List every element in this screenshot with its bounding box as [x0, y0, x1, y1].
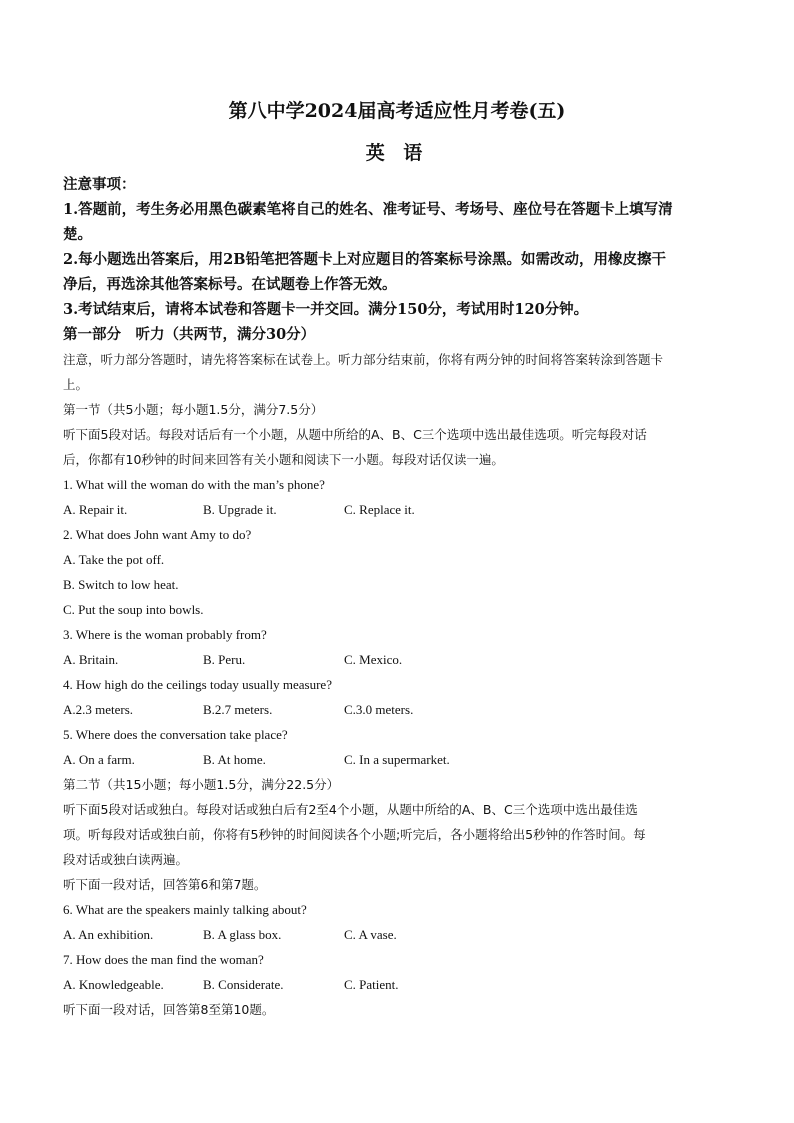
question-2: 2. What does John want Amy to do? [63, 527, 252, 542]
part1-note-b: 上。 [63, 377, 89, 392]
option-c: C. Replace it. [344, 502, 415, 517]
option-a: A. An exhibition. [63, 927, 154, 942]
question-6-options [63, 922, 731, 947]
option-c: C. Put the soup into bowls. [63, 602, 204, 617]
section2-instruction-b: 项。听每段对话或独白前，你将有5秒钟的时间阅读各个小题;听完后，各小题将给出5秒钟的作答时间。每 [63, 827, 646, 842]
question-3-options [63, 647, 731, 672]
option-c: C.3.0 meters. [344, 702, 414, 717]
group-instruction-8-10: 听下面一段对话，回答第8至第10题。 [63, 1002, 275, 1017]
option-a: A. Take the pot off. [63, 552, 165, 567]
option-a: A. Britain. [63, 652, 119, 667]
notice-heading: 注意事项： [63, 176, 136, 193]
notice-line-2a: 2.每小题选出答案后，用2B铅笔把答题卡上对应题目的答案标号涂黑。如需改动，用橡皮擦干 [63, 251, 666, 268]
option-c: C. A vase. [344, 927, 397, 942]
option-b: B. A glass box. [203, 927, 282, 942]
notice-line-1b: 楚。 [63, 226, 92, 243]
question-4: 4. How high do the ceilings today usually measure? [63, 677, 332, 692]
option-b: B.2.7 meters. [203, 702, 273, 717]
part1-heading: 第一部分 听力（共两节，满分30分） [63, 326, 316, 343]
question-5-options [63, 747, 731, 772]
question-1-options [63, 497, 731, 522]
option-a: A. Repair it. [63, 502, 128, 517]
option-c: C. Patient. [344, 977, 399, 992]
exam-title: 第八中学2024届高考适应性月考卷(五) [228, 100, 566, 122]
option-b: B. Switch to low heat. [63, 577, 179, 592]
notice-line-3: 3.考试结束后，请将本试卷和答题卡一并交回。满分150分，考试用时120分钟。 [63, 301, 589, 318]
section1-instruction-a: 听下面5段对话。每段对话后有一个小题，从题中所给的A、B、C三个选项中选出最佳选项。听完每段对话 [63, 427, 647, 442]
exam-content [63, 172, 731, 1022]
subject-title: 英 语 [365, 142, 429, 164]
question-7-options [63, 972, 731, 997]
question-1: 1. What will the woman do with the man’s phone? [63, 477, 325, 492]
option-a: A. On a farm. [63, 752, 135, 767]
section1-instruction-b: 后，你都有10秒钟的时间来回答有关小题和阅读下一小题。每段对话仅读一遍。 [63, 452, 504, 467]
question-5: 5. Where does the conversation take place? [63, 727, 288, 742]
option-b: B. Considerate. [203, 977, 284, 992]
section2-instruction-a: 听下面5段对话或独白。每段对话或独白后有2至4个小题，从题中所给的A、B、C三个选项中选出最佳选 [63, 802, 638, 817]
question-6: 6. What are the speakers mainly talking about? [63, 902, 307, 917]
option-a: A.2.3 meters. [63, 702, 134, 717]
question-7: 7. How does the man find the woman? [63, 952, 264, 967]
option-b: B. At home. [203, 752, 266, 767]
option-c: C. In a supermarket. [344, 752, 450, 767]
group-instruction-6-7: 听下面一段对话，回答第6和第7题。 [63, 877, 267, 892]
question-3: 3. Where is the woman probably from? [63, 627, 267, 642]
part1-note-a: 注意，听力部分答题时，请先将答案标在试卷上。听力部分结束前，你将有两分钟的时间将答案转涂到答题卡 [63, 352, 664, 367]
notice-line-1a: 1.答题前，考生务必用黑色碳素笔将自己的姓名、准考证号、考场号、座位号在答题卡上填写清 [63, 201, 673, 218]
option-a: A. Knowledgeable. [63, 977, 164, 992]
option-b: B. Upgrade it. [203, 502, 277, 517]
notice-line-2b: 净后，再选涂其他答案标号。在试题卷上作答无效。 [63, 276, 397, 293]
option-c: C. Mexico. [344, 652, 403, 667]
option-b: B. Peru. [203, 652, 246, 667]
section1-heading: 第一节（共5小题；每小题1.5分，满分7.5分） [63, 402, 324, 417]
question-4-options [63, 697, 731, 722]
section2-heading: 第二节（共15小题；每小题1.5分，满分22.5分） [63, 777, 340, 792]
section2-instruction-c: 段对话或独白读两遍。 [63, 852, 189, 867]
